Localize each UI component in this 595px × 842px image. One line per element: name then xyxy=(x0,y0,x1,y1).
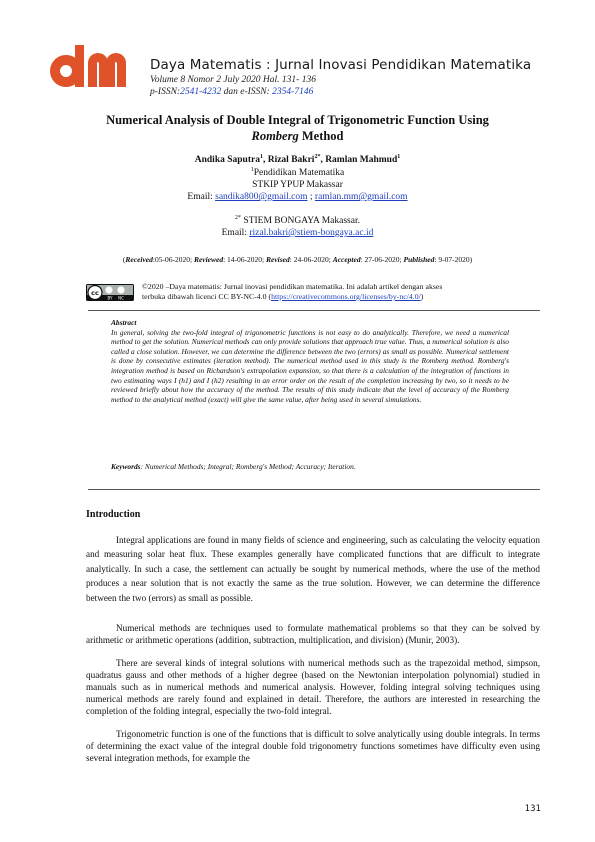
intro-paragraph-3: There are several kinds of integral solutions with numerical methods such as the trapezoidal method, simpson, quadratus gauss and other methods of a higher degree (based on the Newtonian interpolation polynomial) studied in manuals such as in numerical methods and numerical analysis. However, folding integral solving techniques using numerical methods are rarely found and explained in detail. Therefore, the authors are interested in researching the completion of the folding integral, especially the two-fold integral. xyxy=(86,658,540,716)
p-issn-link[interactable]: 2541-4232 xyxy=(180,87,222,97)
intro-paragraph-4: Trigonometric function is one of the functions that is difficult to solve analytically using double integrals. In terms of determining the exact value of the integral double fold trigonometry functions sometimes have difficulty even using several integration methods, for example the xyxy=(86,729,540,763)
email-line-1: Email: sandika800@gmail.com ; ramlan.mm@gmail.com xyxy=(187,192,408,202)
svg-text:NC: NC xyxy=(118,295,124,301)
affiliation-2: $^{2*}$ STIEM BONGAYA Makassar. xyxy=(235,214,360,226)
affiliation-1-dept: $^1$Pendidikan Matematika xyxy=(250,166,345,178)
volume-info: Volume 8 Nomor 2 July 2020 Hal. 131- 136 xyxy=(150,75,316,85)
article-title: Numerical Analysis of Double Integral of Trigonometric Function Using Romberg Method xyxy=(106,113,489,143)
intro-paragraph-2: Numerical methods are techniques used to formulate mathematical problems so that they can be solved by arithmetic or arithmetic operations (addition, subtraction, multiplication, and division) (Munir, 2003). xyxy=(86,623,540,645)
affiliation-1-inst: STKIP YPUP Makassar xyxy=(252,180,343,190)
svg-text:cc: cc xyxy=(91,289,99,297)
page-number: 131 xyxy=(524,804,541,814)
section-heading-introduction: Introduction xyxy=(86,509,141,520)
email-link-sandika[interactable]: sandika800@gmail.com xyxy=(215,192,308,202)
issn-info: p-ISSN:2541-4232 dan e-ISSN: 2354-7146 xyxy=(150,87,314,97)
abstract-text: In general, solving the two-fold integral of trigonometric functions is not easy to do analytically. Therefore, we need a numerical method to get the solution. Numerical methods can only provide solutions that approach true value. Thus, a numerical solution is also called a close solution. However, we can determine the difference between the two (errors) as small as possible. Numerical settlement is done by consecutive estimates (iteration method). The numerical method used in this study is the Romberg method. Romberg's integration method is based on Richardson's extrapolation expansion, so that there is a calculation of the integration of functions in two estimating ways I (h1) and I (h2) resulting in an error order on the result of the completion increasing by two, so it needs to be reviewed briefly about how the accuracy of the method. The results of this study indicate that the level of accuracy of the Romberg method to the analytical method (exact) will give the same value, after being used in several simulations. xyxy=(111,327,509,404)
intro-paragraph-1: Integral applications are found in many fields of science and engineering, such as calculating the velocity equation and measuring solar heat flux. These examples generally have complicated functions that are difficult to integrate analytically. In such a case, the settlement can actually be sought by numerical methods, where the use of the method produces a near solution that is not exactly the same as the true solution. However, we can determine the difference between the two (errors) as small as possible. xyxy=(86,535,540,603)
cc-by-nc-license-icon[interactable] xyxy=(86,284,134,301)
email-link-ramlan[interactable]: ramlan.mm@gmail.com xyxy=(314,192,408,202)
svg-text:BY: BY xyxy=(107,295,113,301)
journal-title: Daya Matematis : Jurnal Inovasi Pendidikan Matematika xyxy=(150,57,532,73)
author-list: Andika Saputra$^1$, Rizal Bakri$^{2*}$, Ramlan Mahmud$^1$ xyxy=(194,153,401,165)
license-notice: ©2020 –Daya matematis: Jurnal inovasi pendidikan matematika. Ini adalah artikel dengan akses terbuka dibawah licenci CC BY-NC-4.0 (https://creativecommons.org/licenses/by-nc/4.0/) xyxy=(142,282,443,301)
keywords: Keywords: Numerical Methods; Integral; Romberg's Method; Accuracy; Iteration. xyxy=(111,462,356,471)
divider-bottom xyxy=(88,489,540,490)
divider-top xyxy=(88,310,540,311)
abstract-label: Abstract xyxy=(111,318,137,327)
article-dates: (Received:05-06-2020; Reviewed: 14-06-2020; Revised: 24-06-2020; Accepted: 27-06-2020; Published: 9-07-2020) xyxy=(122,255,473,264)
journal-logo xyxy=(48,45,138,100)
e-issn-link[interactable]: 2354-7146 xyxy=(272,87,314,97)
license-link[interactable]: https://creativecommons.org/licenses/by-nc/4.0/ xyxy=(271,292,421,301)
email-line-2: Email: rizal.bakri@stiem-bongaya.ac.id xyxy=(221,228,374,238)
abstract xyxy=(111,318,509,404)
email-link-rizal[interactable]: rizal.bakri@stiem-bongaya.ac.id xyxy=(249,228,374,238)
